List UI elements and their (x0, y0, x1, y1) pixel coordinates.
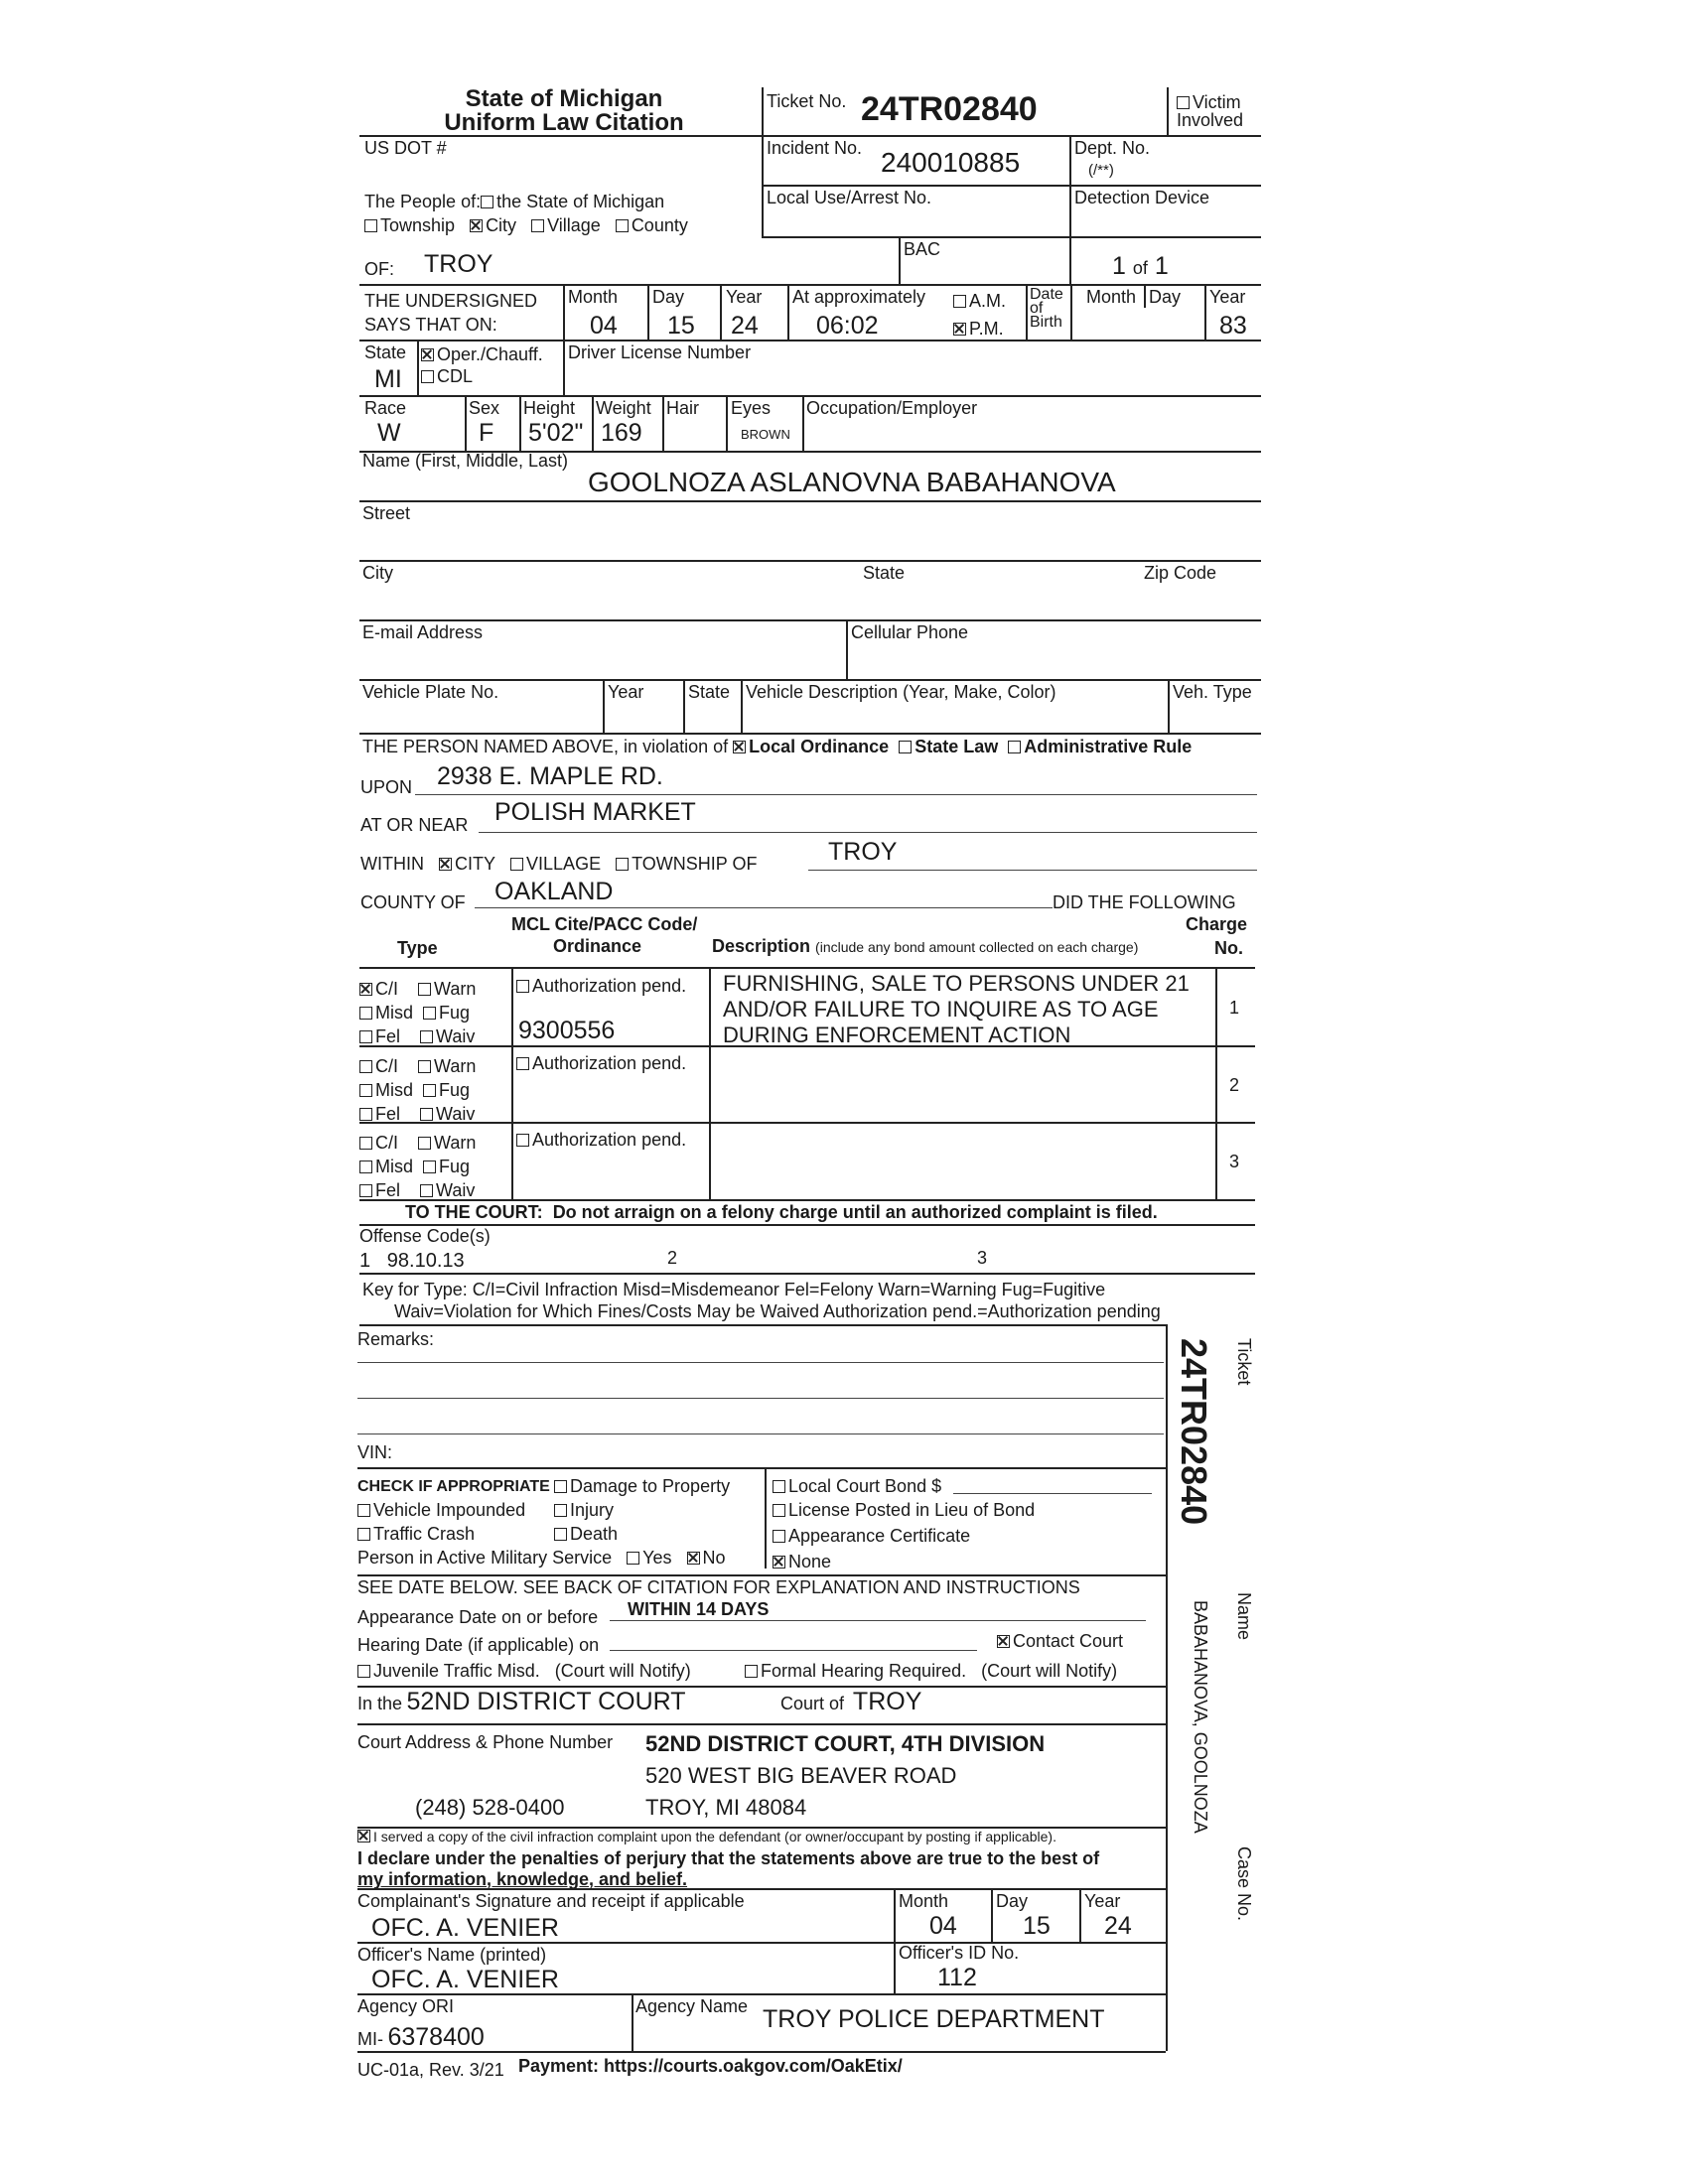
detection-label: Detection Device (1074, 188, 1210, 207)
court-row: In the 52ND DISTRICT COURT (357, 1688, 686, 1715)
email-label: E-mail Address (362, 622, 484, 642)
plate-label: Vehicle Plate No. (362, 682, 499, 702)
height-value: 5'02" (528, 419, 584, 447)
cell-label: Cellular Phone (851, 622, 969, 642)
township-checkbox[interactable] (364, 219, 377, 232)
upon-label: UPON (360, 777, 413, 797)
day-label: Day (652, 287, 685, 307)
within-village-checkbox[interactable] (510, 858, 523, 871)
military-no-checkbox[interactable] (687, 1552, 700, 1565)
form-number: UC-01a, Rev. 3/21 (357, 2060, 504, 2080)
served-statement: I served a copy of the civil infraction complaint upon the defendant (or owner/occupant by posting if applicable). (357, 1830, 1056, 1843)
court-note: TO THE COURT: Do not arraign on a felony charge until an authorized complaint is filed. (405, 1202, 1158, 1222)
agency-ori-label: Agency ORI (357, 1996, 455, 2016)
military-row: Person in Active Military Service Yes No (357, 1548, 726, 1568)
incident-number: 240010885 (881, 147, 1021, 178)
veh-state-label: State (688, 682, 731, 702)
appearance-cert-option: Appearance Certificate (773, 1527, 970, 1545)
hair-label: Hair (666, 398, 700, 418)
charge-description: FURNISHING, SALE TO PERSONS UNDER 21 AND/OR FAILURE TO INQUIRE AS TO AGE DURING ENFORCEMENT ACTION (723, 971, 1190, 1047)
contact-court-option: Contact Court (997, 1632, 1123, 1650)
city-label: City (362, 563, 393, 583)
am-checkbox[interactable] (953, 295, 966, 308)
appearance-value: WITHIN 14 DAYS (628, 1599, 770, 1619)
type-options-row3: C/I Warn Misd Fug Fel Waiv (359, 1131, 476, 1202)
form-title: Uniform Law Citation (444, 109, 684, 136)
signature-label: Complainant's Signature and receipt if applicable (357, 1891, 745, 1911)
court-address-2: 520 WEST BIG BEAVER ROAD (645, 1763, 957, 1788)
served-checkbox[interactable] (357, 1830, 370, 1843)
military-yes-checkbox[interactable] (627, 1552, 639, 1565)
dept-value: (/**) (1088, 162, 1114, 179)
veh-year-label: Year (608, 682, 644, 702)
charge-number: 1 (1229, 998, 1240, 1018)
formal-checkbox[interactable] (745, 1665, 758, 1678)
defendant-name: GOOLNOZA ASLANOVNA BABAHANOVA (588, 467, 1116, 497)
fel-checkbox[interactable] (359, 1030, 372, 1043)
state-label: State (863, 563, 906, 583)
officer-id: 112 (937, 1964, 977, 1991)
fug-checkbox[interactable] (423, 1007, 436, 1020)
charge-no-label: No. (1214, 938, 1243, 958)
sig-year-label: Year (1084, 1891, 1121, 1911)
stub-case-label: Case No. (1234, 1846, 1254, 1922)
weight-label: Weight (596, 398, 651, 418)
page-number: 1 of 1 (1112, 252, 1169, 280)
fel-checkbox[interactable] (359, 1184, 372, 1197)
upon-value: 2938 E. MAPLE RD. (437, 762, 663, 790)
time-label: At approximately (792, 287, 926, 307)
offense-month: 04 (590, 312, 618, 340)
did-following: DID THE FOLLOWING (1053, 892, 1236, 912)
damage-option: Damage to Property (554, 1477, 730, 1495)
officer-name-label: Officer's Name (printed) (357, 1945, 547, 1965)
auth-pend-row2: Authorization pend. (516, 1054, 686, 1072)
juvenile-row: Juvenile Traffic Misd. (Court will Notify) (357, 1662, 691, 1680)
sig-year: 24 (1104, 1912, 1132, 1940)
says-that-label: SAYS THAT ON: (364, 315, 497, 335)
dob-day-label: Day (1149, 287, 1182, 307)
mcl-label: MCL Cite/PACC Code/ (511, 914, 698, 934)
none-checkbox[interactable] (773, 1556, 785, 1569)
court-of-row: Court of TROY (780, 1688, 922, 1715)
veh-type-label: Veh. Type (1173, 682, 1252, 702)
warn-checkbox[interactable] (418, 1060, 431, 1073)
dob-year: 83 (1219, 312, 1247, 340)
offense-codes-label: Offense Code(s) (359, 1226, 491, 1246)
height-label: Height (523, 398, 576, 418)
race-label: Race (364, 398, 407, 418)
bond-checkbox[interactable] (773, 1480, 785, 1493)
juvenile-checkbox[interactable] (357, 1665, 370, 1678)
bond-option: Local Court Bond $ (773, 1477, 941, 1495)
eyes-label: Eyes (731, 398, 772, 418)
auth-pend-row3: Authorization pend. (516, 1131, 686, 1149)
sig-day: 15 (1023, 1912, 1051, 1940)
year-label: Year (726, 287, 763, 307)
dept-label: Dept. No. (1074, 138, 1151, 158)
type-label: Type (397, 938, 438, 958)
court-address-3: TROY, MI 48084 (645, 1795, 807, 1820)
incident-label: Incident No. (767, 138, 863, 158)
county-value: OAKLAND (494, 878, 614, 905)
within-city-checkbox[interactable] (439, 858, 452, 871)
injury-checkbox[interactable] (554, 1504, 567, 1517)
name-label: Name (First, Middle, Last) (362, 451, 569, 471)
undersigned-label: THE UNDERSIGNED (364, 291, 538, 311)
near-label: AT OR NEAR (360, 815, 469, 835)
auth-pend-checkbox[interactable] (516, 980, 529, 993)
contact-court-checkbox[interactable] (997, 1635, 1010, 1648)
dl-number-label: Driver License Number (568, 342, 752, 362)
jurisdiction-options: Township City Village County (364, 216, 688, 234)
sig-month-label: Month (899, 1891, 949, 1911)
charge-label: Charge (1186, 914, 1248, 934)
court-address-label: Court Address & Phone Number (357, 1732, 614, 1752)
waiv-checkbox[interactable] (420, 1184, 433, 1197)
state-of-mi-checkbox[interactable] (481, 196, 493, 208)
victim-involved[interactable] (1177, 93, 1256, 129)
officer-name: OFC. A. VENIER (371, 1966, 559, 1993)
remarks-label: Remarks: (357, 1329, 435, 1349)
sex-label: Sex (469, 398, 500, 418)
stub-ticket-label: Ticket (1234, 1338, 1254, 1386)
offense-day: 15 (667, 312, 695, 340)
offense-year: 24 (731, 312, 759, 340)
dob-label: Date of Birth (1030, 286, 1063, 331)
weight-value: 169 (601, 419, 642, 447)
bac-label: BAC (904, 239, 941, 259)
misd-checkbox[interactable] (359, 1160, 372, 1173)
oper-option: Oper./Chauff. (421, 345, 543, 363)
cdl-option: CDL (421, 367, 473, 385)
officer-id-label: Officer's ID No. (899, 1943, 1020, 1963)
signature-value: OFC. A. VENIER (371, 1914, 559, 1942)
appearance-cert-checkbox[interactable] (773, 1530, 785, 1543)
fel-checkbox[interactable] (359, 1108, 372, 1121)
warn-checkbox[interactable] (418, 1137, 431, 1150)
admin-rule-checkbox[interactable] (1008, 741, 1021, 753)
people-of: The People of: the State of Michigan (364, 192, 665, 211)
ci-checkbox[interactable] (359, 1060, 372, 1073)
offense-1: 1 98.10.13 (359, 1250, 465, 1272)
village-checkbox[interactable] (531, 219, 544, 232)
us-dot-label: US DOT # (364, 138, 447, 158)
violation-intro: THE PERSON NAMED ABOVE, in violation of Local Ordinance State Law Administrative Rule (362, 737, 1193, 756)
court-address-1: 52ND DISTRICT COURT, 4TH DIVISION (645, 1731, 1046, 1756)
within-row: WITHIN CITY VILLAGE TOWNSHIP OF (360, 854, 758, 874)
auth-pend-row1: Authorization pend. (516, 977, 686, 995)
dob-year-label: Year (1209, 287, 1246, 307)
description-header: Description (include any bond amount collected on each charge) (712, 936, 1139, 956)
hearing-label: Hearing Date (if applicable) on (357, 1635, 600, 1655)
pm-option: P.M. (953, 320, 1004, 338)
ordinance-label: Ordinance (553, 936, 642, 956)
ordinance-code: 9300556 (518, 1017, 616, 1044)
death-option: Death (554, 1525, 618, 1543)
agency-name: TROY POLICE DEPARTMENT (763, 2005, 1105, 2033)
within-township-checkbox[interactable] (616, 858, 629, 871)
license-state: MI (374, 365, 402, 393)
occupation-label: Occupation/Employer (806, 398, 978, 418)
formal-row: Formal Hearing Required. (Court will Notify) (745, 1662, 1117, 1680)
local-use-label: Local Use/Arrest No. (767, 188, 932, 207)
county-checkbox[interactable] (616, 219, 629, 232)
waiv-checkbox[interactable] (420, 1108, 433, 1121)
death-checkbox[interactable] (554, 1528, 567, 1541)
fug-checkbox[interactable] (423, 1160, 436, 1173)
agency-ori: MI- 6378400 (357, 2023, 485, 2051)
local-ordinance-checkbox[interactable] (733, 741, 746, 753)
type-options-row2: C/I Warn Misd Fug Fel Waiv (359, 1054, 476, 1126)
waiv-checkbox[interactable] (420, 1030, 433, 1043)
offense-2: 2 (667, 1248, 678, 1268)
state-heading: State of Michigan (465, 85, 663, 112)
within-value: TROY (828, 838, 898, 866)
damage-checkbox[interactable] (554, 1480, 567, 1493)
see-date-text: SEE DATE BELOW. SEE BACK OF CITATION FOR EXPLANATION AND INSTRUCTIONS (357, 1577, 1080, 1597)
ci-checkbox[interactable] (359, 983, 372, 996)
dob-month-label: Month (1086, 287, 1137, 307)
warn-checkbox[interactable] (418, 983, 431, 996)
misd-checkbox[interactable] (359, 1007, 372, 1020)
ticket-number: 24TR02840 (861, 90, 1038, 128)
veh-desc-label: Vehicle Description (Year, Make, Color) (746, 682, 1056, 702)
pm-checkbox[interactable] (953, 323, 966, 336)
charge-number: 3 (1229, 1152, 1240, 1171)
auth-pend-checkbox[interactable] (516, 1134, 529, 1147)
auth-pend-checkbox[interactable] (516, 1057, 529, 1070)
agency-name-label: Agency Name (635, 1996, 749, 2016)
oper-checkbox[interactable] (421, 348, 434, 361)
offense-3: 3 (977, 1248, 988, 1268)
of-value: TROY (424, 250, 493, 278)
state-law-checkbox[interactable] (899, 741, 912, 753)
victim-checkbox[interactable] (1177, 96, 1190, 109)
street-label: Street (362, 503, 411, 523)
ticket-label: Ticket No. (767, 91, 847, 111)
crash-option: Traffic Crash (357, 1525, 475, 1543)
key-line-1: Key for Type: C/I=Civil Infraction Misd=Misdemeanor Fel=Felony Warn=Warning Fug=Fugitive (362, 1280, 1106, 1299)
offense-time: 06:02 (816, 312, 879, 340)
license-posted-checkbox[interactable] (773, 1504, 785, 1517)
county-label: COUNTY OF (360, 892, 466, 912)
payment-link[interactable]: Payment: https://courts.oakgov.com/OakEtix/ (518, 2056, 903, 2076)
misd-checkbox[interactable] (359, 1084, 372, 1097)
sig-month: 04 (929, 1912, 957, 1940)
race-value: W (377, 419, 401, 447)
stub-name: BABAHANOVA, GOOLNOZA (1191, 1600, 1210, 1834)
check-label: CHECK IF APPROPRIATE (357, 1478, 550, 1495)
am-option: A.M. (953, 292, 1006, 310)
sig-day-label: Day (996, 1891, 1029, 1911)
vin-label: VIN: (357, 1442, 393, 1462)
ci-checkbox[interactable] (359, 1137, 372, 1150)
appearance-label: Appearance Date on or before (357, 1607, 599, 1627)
stub-name-label: Name (1234, 1592, 1254, 1641)
court-phone: (248) 528-0400 (415, 1795, 565, 1820)
none-option: None (773, 1553, 831, 1570)
impounded-option: Vehicle Impounded (357, 1501, 525, 1519)
declaration-line-1: I declare under the penalties of perjury that the statements above are true to the best of (357, 1848, 1100, 1868)
declaration-line-2: my information, knowledge, and belief. (357, 1869, 688, 1889)
of-label: OF: (364, 259, 394, 279)
month-label: Month (568, 287, 619, 307)
license-state-label: State (364, 342, 407, 362)
zip-label: Zip Code (1144, 563, 1217, 583)
injury-option: Injury (554, 1501, 614, 1519)
victim-label: Victim Involved (1177, 92, 1244, 130)
type-options-row1: C/I Warn Misd Fug Fel Waiv (359, 977, 476, 1048)
crash-checkbox[interactable] (357, 1528, 370, 1541)
license-posted-option: License Posted in Lieu of Bond (773, 1501, 1035, 1519)
eyes-value: BROWN (741, 427, 790, 442)
cdl-checkbox[interactable] (421, 370, 434, 383)
impounded-checkbox[interactable] (357, 1504, 370, 1517)
sex-value: F (479, 419, 494, 447)
charge-number: 2 (1229, 1075, 1240, 1095)
stub-ticket-number: 24TR02840 (1174, 1338, 1214, 1526)
key-line-2: Waiv=Violation for Which Fines/Costs May be Waived Authorization pend.=Authorization pending (394, 1301, 1161, 1321)
city-checkbox[interactable] (470, 219, 483, 232)
fug-checkbox[interactable] (423, 1084, 436, 1097)
near-value: POLISH MARKET (494, 798, 696, 826)
